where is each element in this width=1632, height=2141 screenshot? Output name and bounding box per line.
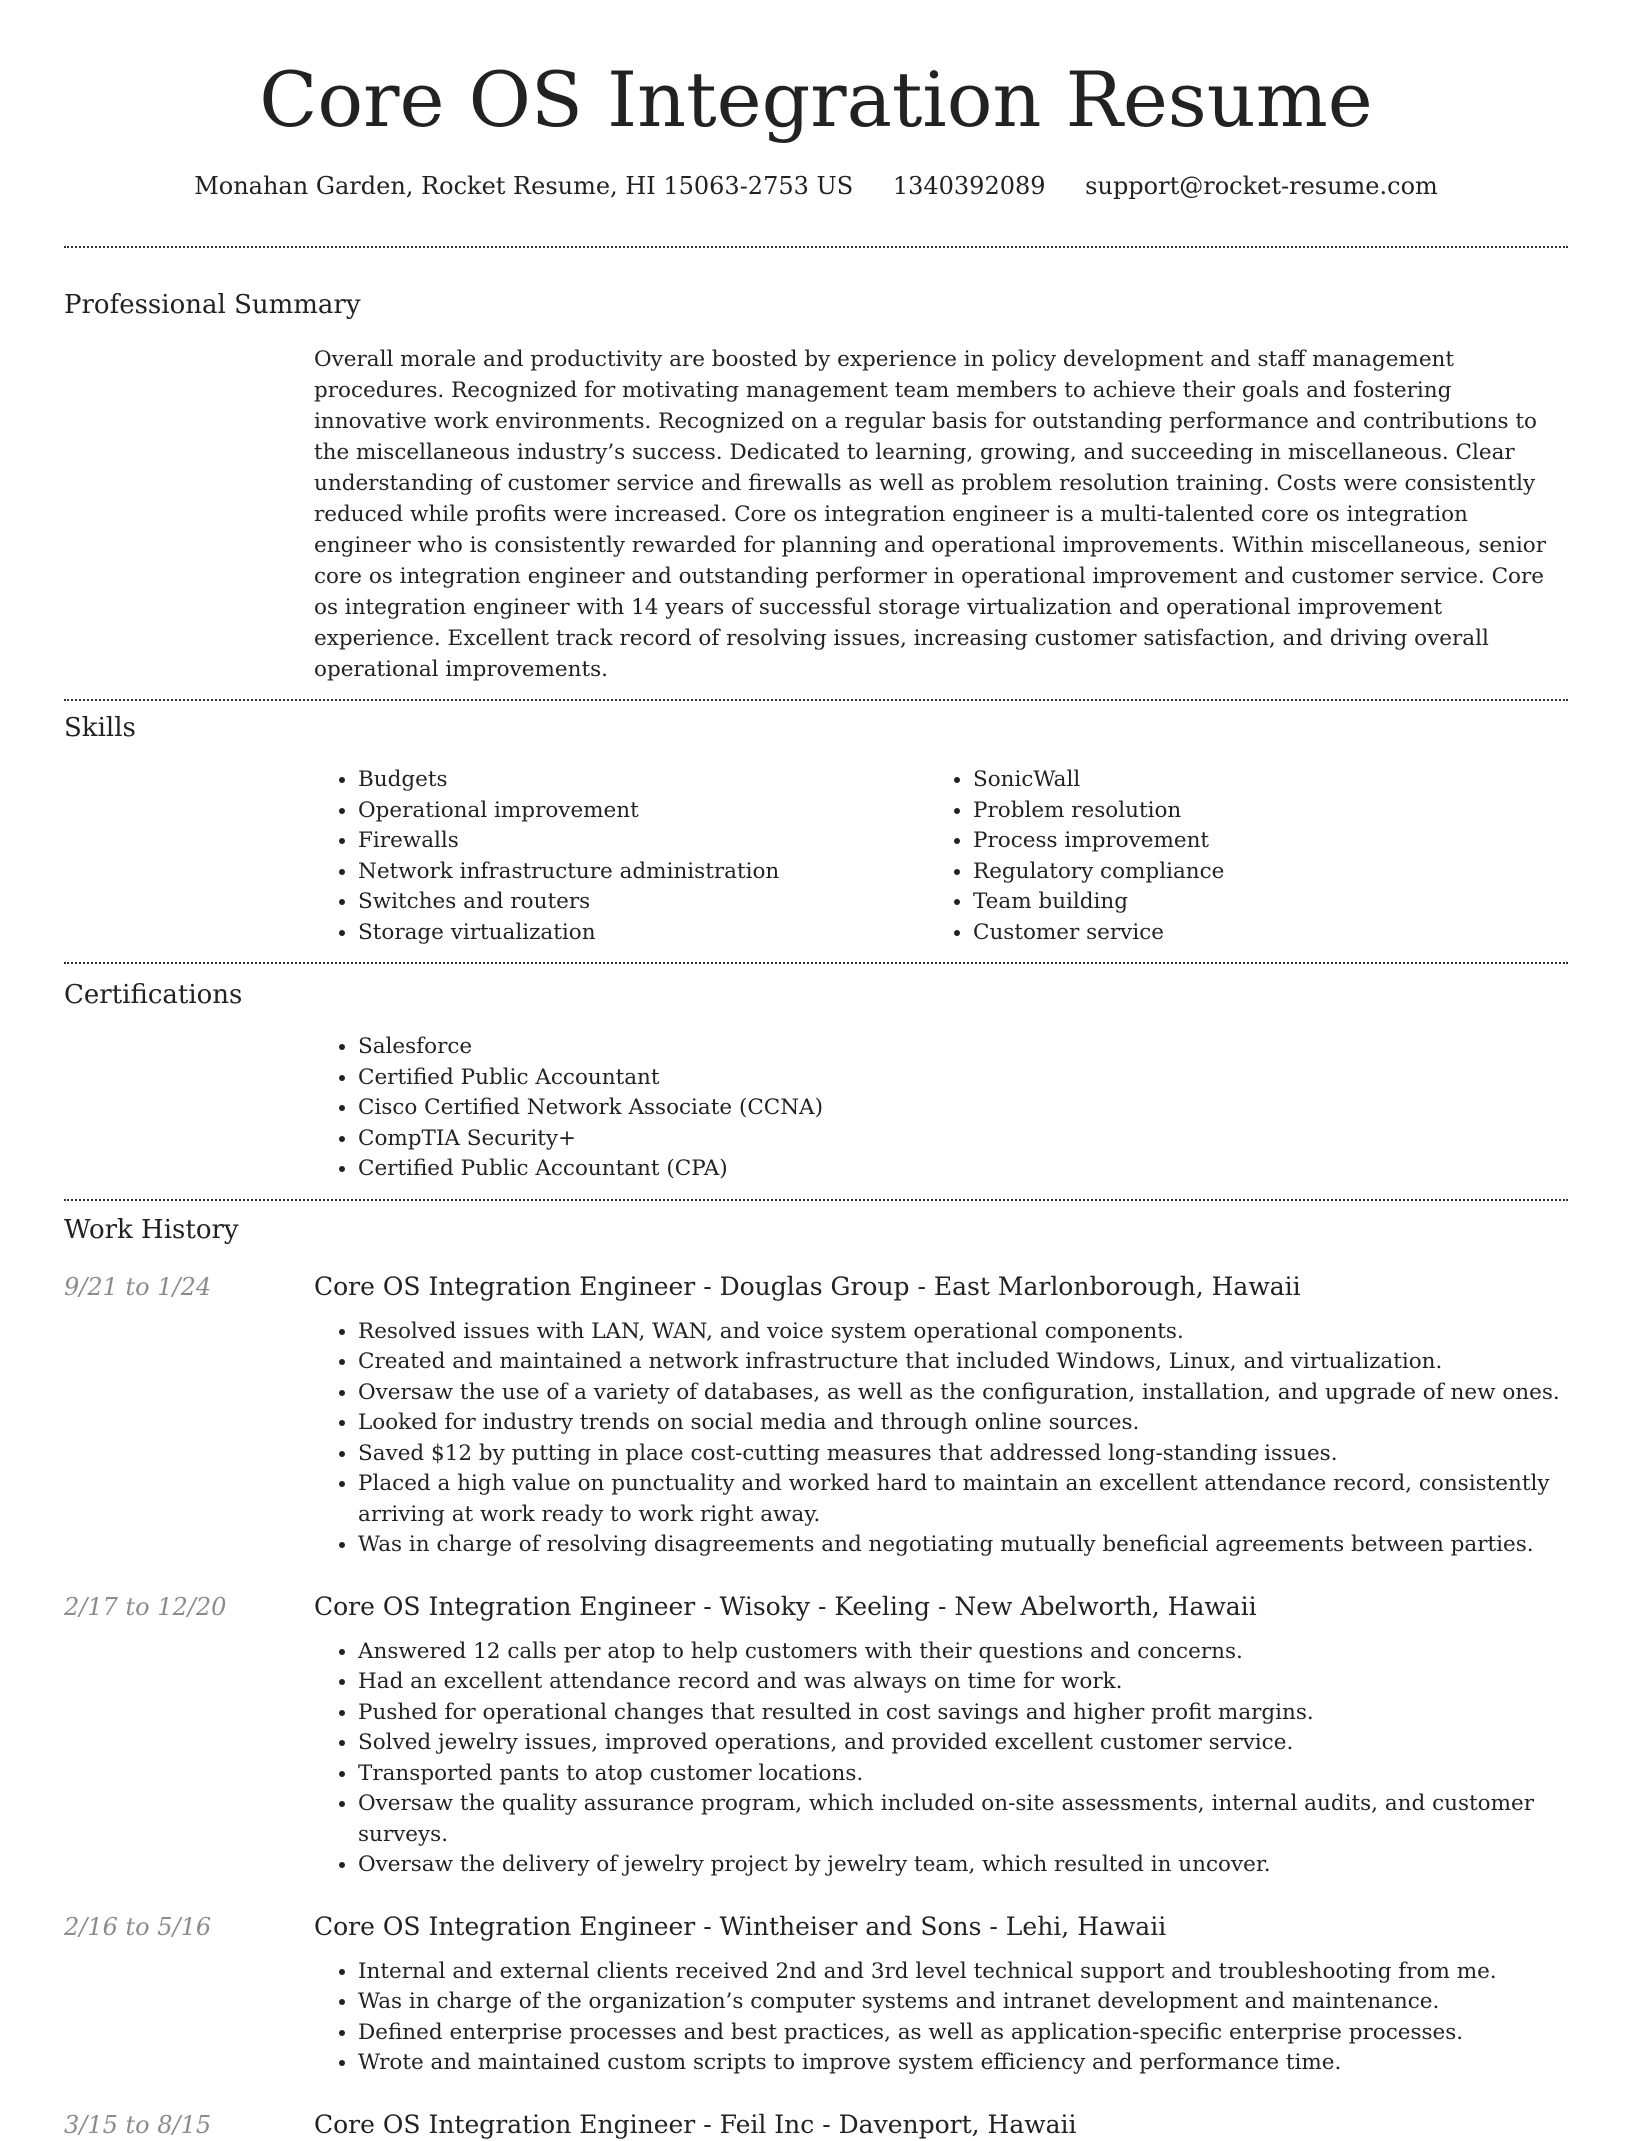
list-item: • Team building xyxy=(973,887,1544,918)
skills-columns xyxy=(314,765,1568,948)
certifications-heading: Certifications xyxy=(64,980,243,1010)
job-details xyxy=(314,1591,1568,1881)
job-date: 3/15 to 8/15 xyxy=(64,2110,212,2139)
list-item: • Solved jewelry issues, improved operations, and provided excellent customer service. xyxy=(358,1728,1568,1759)
list-item: • Pushed for operational changes that resulted in cost savings and higher profit margins. xyxy=(358,1698,1568,1729)
summary-text: Overall morale and productivity are boosted by experience in policy development and staff management procedures. Recognized for motivating management team members to achieve their goals and fostering innovative work environments. Recognized on a regular basis for outstanding performance and contributions to the miscellaneous industry’s success. Dedicated to learning, growing, and succeeding in miscellaneous. Clear understanding of customer service and firewalls as well as problem resolution training. Costs were consistently reduced while profits were increased. Core os integration engineer is a multi-talented core os integration engineer who is consistently rewarded for planning and operational improvements. Within miscellaneous, senior core os integration engineer and outstanding performer in operational improvement and customer service. Core os integration engineer with 14 years of successful storage virtualization and operational improvement experience. Excellent track record of resolving issues, increasing customer satisfaction, and driving overall operational improvements. xyxy=(314,347,1547,682)
job-entry xyxy=(64,2109,1568,2141)
list-item: • Saved $12 by putting in place cost-cutting measures that addressed long-standing issues. xyxy=(358,1439,1568,1470)
divider xyxy=(64,246,1568,248)
skills-list-left xyxy=(314,765,929,948)
list-item: • Storage virtualization xyxy=(358,918,929,949)
list-item: • CompTIA Security+ xyxy=(358,1124,1568,1155)
job-date: 9/21 to 1/24 xyxy=(64,1272,212,1301)
job-bullets xyxy=(314,1317,1568,1561)
list-item: • Defined enterprise processes and best practices, as well as application-specific enterprise processes. xyxy=(358,2018,1568,2049)
list-item: • Certified Public Accountant (CPA) xyxy=(358,1154,1568,1185)
list-item: • Had an excellent attendance record and was always on time for work. xyxy=(358,1667,1568,1698)
job-details xyxy=(314,1271,1568,1561)
contact-phone: 1340392089 xyxy=(892,172,1046,200)
resume-title: Core OS Integration Resume xyxy=(259,55,1373,144)
list-item: • Oversaw the delivery of jewelry project by jewelry team, which resulted in uncover. xyxy=(358,1850,1568,1881)
list-item: • Was in charge of the organization’s computer systems and intranet development and maintenance. xyxy=(358,1987,1568,2018)
list-item: • Wrote and maintained custom scripts to improve system efficiency and performance time. xyxy=(358,2048,1568,2079)
list-item: • Regulatory compliance xyxy=(973,857,1544,888)
job-details xyxy=(314,2109,1568,2141)
skills-heading: Skills xyxy=(64,713,136,743)
skills-list-right xyxy=(929,765,1544,948)
job-entry xyxy=(64,1911,1568,2079)
list-item: • Process improvement xyxy=(973,826,1544,857)
divider xyxy=(64,1199,1568,1201)
contact-address: Monahan Garden, Rocket Resume, HI 15063-2753 US xyxy=(194,172,854,200)
divider xyxy=(64,962,1568,964)
list-item: • Transported pants to atop customer locations. xyxy=(358,1759,1568,1790)
certifications-list xyxy=(314,1032,1568,1185)
contact-line xyxy=(64,170,1568,202)
job-title: Core OS Integration Engineer - Wisoky - Keeling - New Abelworth, Hawaii xyxy=(314,1591,1257,1621)
job-bullets xyxy=(314,1957,1568,2079)
list-item: • Created and maintained a network infrastructure that included Windows, Linux, and virtualization. xyxy=(358,1347,1568,1378)
list-item: • Certified Public Accountant xyxy=(358,1063,1568,1094)
list-item: • Network infrastructure administration xyxy=(358,857,929,888)
job-date: 2/16 to 5/16 xyxy=(64,1912,212,1941)
list-item: • Customer service xyxy=(973,918,1544,949)
contact-email[interactable]: support@rocket-resume.com xyxy=(1085,172,1438,200)
list-item: • Oversaw the use of a variety of databases, as well as the configuration, installation, and upgrade of new ones. xyxy=(358,1378,1568,1409)
job-details xyxy=(314,1911,1568,2079)
list-item: • Was in charge of resolving disagreements and negotiating mutually beneficial agreements between parties. xyxy=(358,1530,1568,1561)
list-item: • Firewalls xyxy=(358,826,929,857)
job-title: Core OS Integration Engineer - Wintheiser and Sons - Lehi, Hawaii xyxy=(314,1911,1167,1941)
certifications-block xyxy=(314,1032,1568,1185)
job-title: Core OS Integration Engineer - Feil Inc - Davenport, Hawaii xyxy=(314,2109,1077,2139)
divider xyxy=(64,699,1568,701)
list-item: • Internal and external clients received 2nd and 3rd level technical support and troubleshooting from me. xyxy=(358,1957,1568,1988)
list-item: • Cisco Certified Network Associate (CCNA) xyxy=(358,1093,1568,1124)
list-item: • SonicWall xyxy=(973,765,1544,796)
job-entry xyxy=(64,1271,1568,1561)
list-item: • Budgets xyxy=(358,765,929,796)
list-item: • Oversaw the quality assurance program, which included on-site assessments, internal audits, and customer surveys. xyxy=(358,1789,1568,1850)
summary-heading: Professional Summary xyxy=(64,290,361,320)
list-item: • Operational improvement xyxy=(358,796,929,827)
work-history-heading: Work History xyxy=(64,1214,239,1245)
list-item: • Switches and routers xyxy=(358,887,929,918)
list-item: • Salesforce xyxy=(358,1032,1568,1063)
job-entry xyxy=(64,1591,1568,1881)
list-item: • Answered 12 calls per atop to help customers with their questions and concerns. xyxy=(358,1637,1568,1668)
list-item: • Resolved issues with LAN, WAN, and voice system operational components. xyxy=(358,1317,1568,1348)
list-item: • Problem resolution xyxy=(973,796,1544,827)
job-bullets xyxy=(314,1637,1568,1881)
job-title: Core OS Integration Engineer - Douglas Group - East Marlonborough, Hawaii xyxy=(314,1271,1301,1301)
job-date: 2/17 to 12/20 xyxy=(64,1592,227,1621)
list-item: • Looked for industry trends on social media and through online sources. xyxy=(358,1408,1568,1439)
list-item: • Placed a high value on punctuality and worked hard to maintain an excellent attendance record, consistently arriving at work ready to work right away. xyxy=(358,1469,1568,1530)
